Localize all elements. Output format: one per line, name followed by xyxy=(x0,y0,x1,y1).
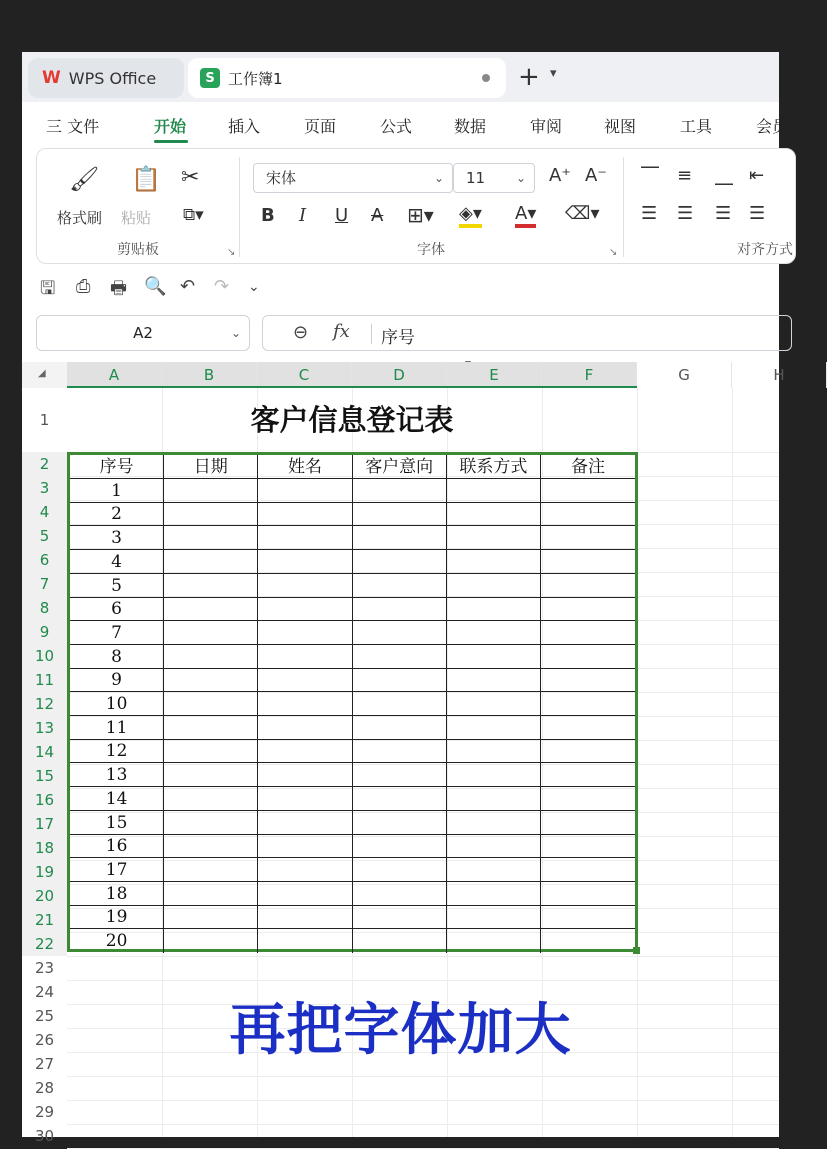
table-cell[interactable] xyxy=(447,502,541,526)
table-cell[interactable] xyxy=(541,763,635,787)
serial-cell[interactable]: 15 xyxy=(70,811,164,835)
formula-bar xyxy=(262,315,792,351)
table-cell[interactable] xyxy=(258,668,352,692)
table-cell[interactable] xyxy=(541,716,635,740)
table-cell[interactable] xyxy=(164,526,258,550)
table-cell[interactable] xyxy=(258,811,352,835)
table-cell[interactable] xyxy=(164,882,258,906)
serial-cell[interactable]: 6 xyxy=(70,597,164,621)
tab-bar xyxy=(22,52,779,102)
function-button[interactable]: fx xyxy=(333,321,350,342)
align-bottom-icon[interactable]: ⎽ xyxy=(715,165,733,186)
table-cell[interactable] xyxy=(164,597,258,621)
table-row xyxy=(70,716,635,740)
serial-cell[interactable]: 19 xyxy=(70,905,164,929)
table-cell[interactable] xyxy=(447,716,541,740)
table-cell[interactable] xyxy=(353,811,447,835)
justify-icon[interactable]: ☰ xyxy=(749,203,766,224)
serial-cell[interactable]: 7 xyxy=(70,621,164,645)
table-cell[interactable] xyxy=(447,597,541,621)
table-header-cell[interactable]: 联系方式 xyxy=(447,455,541,479)
row-header[interactable]: 13 xyxy=(22,716,67,740)
row-header[interactable]: 9 xyxy=(22,620,67,644)
table-row xyxy=(70,882,635,906)
table-cell[interactable] xyxy=(353,834,447,858)
ribbon xyxy=(36,148,796,264)
format-painter-icon[interactable]: 🖌 xyxy=(69,165,100,193)
serial-cell[interactable]: 18 xyxy=(70,882,164,906)
column-header-e[interactable]: E xyxy=(447,362,542,388)
table-cell[interactable] xyxy=(353,905,447,929)
row-header[interactable]: 26 xyxy=(34,1031,55,1049)
menu-member[interactable]: 会员 xyxy=(756,117,789,136)
serial-cell[interactable]: 17 xyxy=(70,858,164,882)
row-header[interactable]: 12 xyxy=(22,692,67,716)
ribbon-separator xyxy=(239,157,240,257)
row-header[interactable]: 16 xyxy=(22,788,67,812)
table-cell[interactable] xyxy=(258,550,352,574)
table-cell[interactable] xyxy=(164,716,258,740)
font-color-glyph: A xyxy=(515,203,528,224)
table-cell[interactable] xyxy=(541,574,635,598)
bold-button[interactable]: B xyxy=(261,205,275,226)
sheet-title-cell[interactable]: 客户信息登记表 xyxy=(250,403,454,437)
row-header[interactable]: 30 xyxy=(34,1127,55,1145)
spreadsheet-icon: S xyxy=(200,68,220,88)
table-cell[interactable] xyxy=(258,502,352,526)
table-cell[interactable] xyxy=(353,526,447,550)
workbook-tab-label: 工作簿1 xyxy=(228,69,283,88)
table-cell[interactable] xyxy=(258,479,352,503)
menu-page[interactable]: 页面 xyxy=(304,117,337,136)
table-cell[interactable] xyxy=(353,739,447,763)
row-header[interactable]: 24 xyxy=(34,983,55,1001)
ribbon-separator xyxy=(623,157,624,257)
serial-cell[interactable]: 8 xyxy=(70,645,164,669)
row-header[interactable]: 1 xyxy=(39,411,50,429)
table-cell[interactable] xyxy=(258,574,352,598)
table-cell[interactable] xyxy=(447,882,541,906)
paste-button[interactable]: 粘贴 xyxy=(121,209,152,227)
font-shrink-button[interactable]: A⁻ xyxy=(585,165,607,186)
table-cell[interactable] xyxy=(541,479,635,503)
table-row xyxy=(70,692,635,716)
row-header[interactable]: 23 xyxy=(34,959,55,977)
column-header-f[interactable]: F xyxy=(542,362,637,388)
table-header-cell[interactable]: 备注 xyxy=(541,455,635,479)
menu-review[interactable]: 审阅 xyxy=(530,117,563,136)
app-window xyxy=(22,52,793,1145)
table-cell[interactable] xyxy=(258,621,352,645)
table-cell[interactable] xyxy=(164,834,258,858)
table-cell[interactable] xyxy=(353,479,447,503)
menu-formula[interactable]: 公式 xyxy=(380,117,413,136)
clipboard-expand-icon[interactable]: ↘ xyxy=(227,247,236,258)
table-cell[interactable] xyxy=(541,526,635,550)
table-cell[interactable] xyxy=(258,929,352,953)
font-group-label: 字体 xyxy=(417,242,445,258)
table-cell[interactable] xyxy=(164,692,258,716)
font-size-value: 11 xyxy=(466,169,486,187)
table-cell[interactable] xyxy=(353,621,447,645)
table-cell[interactable] xyxy=(541,597,635,621)
row-header[interactable]: 19 xyxy=(22,860,67,884)
export-pdf-icon[interactable]: ⎙ xyxy=(76,276,91,297)
formula-divider xyxy=(371,324,372,344)
eraser-icon[interactable]: ⌫▾ xyxy=(565,203,600,224)
strikethrough-button[interactable]: A xyxy=(371,205,384,226)
table-row xyxy=(70,787,635,811)
table-cell[interactable] xyxy=(541,834,635,858)
cell-reference: A2 xyxy=(133,324,153,342)
table-cell[interactable] xyxy=(447,692,541,716)
table-cell[interactable] xyxy=(164,905,258,929)
unsaved-dot-icon[interactable] xyxy=(482,74,490,82)
row-header[interactable]: 3 xyxy=(22,476,67,500)
align-middle-icon[interactable]: ≡ xyxy=(677,165,693,186)
table-row xyxy=(70,929,635,953)
table-cell[interactable] xyxy=(258,787,352,811)
row-header[interactable]: 8 xyxy=(22,596,67,620)
serial-cell[interactable]: 9 xyxy=(70,668,164,692)
alignment-group-label: 对齐方式 xyxy=(737,242,793,258)
table-row xyxy=(70,645,635,669)
row-header[interactable]: 18 xyxy=(22,836,67,860)
table-cell[interactable] xyxy=(164,621,258,645)
corner-triangle-icon: ◢ xyxy=(38,368,46,379)
borders-icon[interactable]: ⊞▾ xyxy=(407,203,434,227)
table-cell[interactable] xyxy=(447,574,541,598)
serial-cell[interactable]: 16 xyxy=(70,834,164,858)
table-row xyxy=(70,668,635,692)
row-header[interactable]: 4 xyxy=(22,500,67,524)
customize-chevron-icon[interactable]: ⌄ xyxy=(248,279,260,295)
table-cell[interactable] xyxy=(447,763,541,787)
align-center-icon[interactable]: ☰ xyxy=(677,203,694,224)
menu-insert[interactable]: 插入 xyxy=(228,117,261,136)
wps-logo-icon: W xyxy=(42,68,61,88)
table-cell[interactable] xyxy=(164,787,258,811)
row-header[interactable]: 7 xyxy=(22,572,67,596)
table-cell[interactable] xyxy=(353,929,447,953)
table-row xyxy=(70,811,635,835)
italic-button[interactable]: I xyxy=(299,205,307,226)
table-cell[interactable] xyxy=(541,787,635,811)
align-right-icon[interactable]: ☰ xyxy=(715,203,732,224)
copy-icon[interactable]: ⧉▾ xyxy=(183,205,204,225)
table-row xyxy=(70,479,635,503)
table-cell[interactable] xyxy=(258,763,352,787)
font-grow-button[interactable]: A⁺ xyxy=(549,165,571,186)
row-header[interactable]: 28 xyxy=(34,1079,55,1097)
table-cell[interactable] xyxy=(447,905,541,929)
serial-cell[interactable]: 1 xyxy=(70,479,164,503)
table-row xyxy=(70,597,635,621)
table-cell[interactable] xyxy=(447,479,541,503)
redo-icon[interactable]: ↷ xyxy=(214,276,230,297)
table-cell[interactable] xyxy=(541,550,635,574)
serial-cell[interactable]: 4 xyxy=(70,550,164,574)
row-header[interactable]: 22 xyxy=(22,932,67,956)
table-row xyxy=(70,739,635,763)
table-row xyxy=(70,858,635,882)
table-cell[interactable] xyxy=(353,574,447,598)
font-name-value: 宋体 xyxy=(266,169,297,187)
table-cell[interactable] xyxy=(258,882,352,906)
row-header[interactable]: 10 xyxy=(22,644,67,668)
table-cell[interactable] xyxy=(541,858,635,882)
menu-file[interactable]: 三 文件 xyxy=(46,117,100,136)
table-cell[interactable] xyxy=(258,834,352,858)
paste-icon[interactable]: 📋 xyxy=(131,165,161,193)
table-cell[interactable] xyxy=(258,858,352,882)
table-cell[interactable] xyxy=(164,763,258,787)
table-cell[interactable] xyxy=(447,668,541,692)
table-cell[interactable] xyxy=(258,905,352,929)
format-painter-button[interactable]: 格式刷 xyxy=(57,209,103,227)
print-preview-icon[interactable]: 🔍 xyxy=(144,276,167,297)
table-cell[interactable] xyxy=(164,502,258,526)
undo-icon[interactable]: ↶ xyxy=(180,276,196,297)
chevron-down-icon: ⌄ xyxy=(230,326,241,340)
video-caption: 再把字体加大 xyxy=(229,998,572,1063)
row-header[interactable]: 20 xyxy=(22,884,67,908)
table-row xyxy=(70,763,635,787)
column-header-a[interactable]: A xyxy=(67,362,162,388)
table-cell[interactable] xyxy=(541,905,635,929)
table-header-cell[interactable]: 客户意向 xyxy=(353,455,447,479)
serial-cell[interactable]: 3 xyxy=(70,526,164,550)
underline-button[interactable]: U xyxy=(335,205,349,226)
fill-handle[interactable] xyxy=(633,947,640,954)
table-cell[interactable] xyxy=(164,929,258,953)
table-cell[interactable] xyxy=(258,597,352,621)
gridline xyxy=(67,1076,779,1077)
table-cell[interactable] xyxy=(353,668,447,692)
fill-color-icon[interactable]: ◈▾ xyxy=(459,203,482,228)
table-cell[interactable] xyxy=(541,645,635,669)
table-cell[interactable] xyxy=(541,739,635,763)
menu-tools[interactable]: 工具 xyxy=(680,117,713,136)
row-header[interactable]: 29 xyxy=(34,1103,55,1121)
serial-cell[interactable]: 20 xyxy=(70,929,164,953)
table-row xyxy=(70,526,635,550)
scissors-icon[interactable]: ✂ xyxy=(181,165,200,190)
table-cell[interactable] xyxy=(541,502,635,526)
table-header-cell[interactable]: 日期 xyxy=(164,455,258,479)
table-row xyxy=(70,502,635,526)
table-cell[interactable] xyxy=(164,739,258,763)
font-size-select[interactable] xyxy=(453,163,535,193)
table-cell[interactable] xyxy=(258,645,352,669)
table-cell[interactable] xyxy=(541,621,635,645)
table-cell[interactable] xyxy=(447,858,541,882)
column-header-bar xyxy=(22,362,785,388)
indent-decrease-icon[interactable]: ⇤ xyxy=(749,165,765,186)
table-cell[interactable] xyxy=(447,787,541,811)
row-header[interactable]: 11 xyxy=(22,668,67,692)
table-cell[interactable] xyxy=(164,645,258,669)
table-cell[interactable] xyxy=(541,882,635,906)
table-cell[interactable] xyxy=(258,526,352,550)
row-header[interactable]: 25 xyxy=(34,1007,55,1025)
column-header-h[interactable]: H xyxy=(732,362,827,388)
table-cell[interactable] xyxy=(353,550,447,574)
serial-cell[interactable]: 2 xyxy=(70,502,164,526)
table-cell[interactable] xyxy=(541,929,635,953)
table-cell[interactable] xyxy=(164,550,258,574)
table-header-row xyxy=(70,455,635,479)
gridline xyxy=(67,980,779,981)
table-row xyxy=(70,574,635,598)
name-box[interactable] xyxy=(36,315,250,351)
table-cell[interactable] xyxy=(164,858,258,882)
quick-access-toolbar xyxy=(22,270,779,304)
table-cell[interactable] xyxy=(353,502,447,526)
table-cell[interactable] xyxy=(353,597,447,621)
table-cell[interactable] xyxy=(353,716,447,740)
table-row xyxy=(70,621,635,645)
table-header-cell[interactable]: 姓名 xyxy=(258,455,352,479)
gridline xyxy=(67,1100,779,1101)
row-header[interactable]: 5 xyxy=(22,524,67,548)
serial-cell[interactable]: 11 xyxy=(70,716,164,740)
menu-view[interactable]: 视图 xyxy=(604,117,637,136)
table-cell[interactable] xyxy=(447,929,541,953)
column-header-g[interactable]: G xyxy=(637,362,732,388)
chevron-down-icon: ⌄ xyxy=(433,171,444,185)
serial-cell[interactable]: 12 xyxy=(70,739,164,763)
menu-data[interactable]: 数据 xyxy=(454,117,487,136)
row-header[interactable]: 6 xyxy=(22,548,67,572)
gridline xyxy=(67,1124,779,1125)
new-tab-chevron-icon[interactable]: ▾ xyxy=(550,66,557,81)
table-cell[interactable] xyxy=(353,787,447,811)
wps-tab-label: WPS Office xyxy=(68,68,157,88)
row-header[interactable]: 14 xyxy=(22,740,67,764)
table-cell[interactable] xyxy=(353,692,447,716)
serial-cell[interactable]: 14 xyxy=(70,787,164,811)
save-icon[interactable]: 🖫 xyxy=(40,278,56,299)
table-cell[interactable] xyxy=(258,692,352,716)
align-left-icon[interactable]: ☰ xyxy=(641,203,658,224)
column-header-b[interactable]: B xyxy=(162,362,257,388)
print-icon[interactable]: 🖶 xyxy=(110,278,127,299)
table-cell[interactable] xyxy=(541,668,635,692)
table-cell[interactable] xyxy=(164,479,258,503)
chevron-down-icon: ⌄ xyxy=(515,171,526,185)
row-header[interactable]: 21 xyxy=(22,908,67,932)
table-row xyxy=(70,905,635,929)
table-cell[interactable] xyxy=(447,526,541,550)
table-row xyxy=(70,834,635,858)
font-expand-icon[interactable]: ↘ xyxy=(609,247,618,258)
align-top-icon[interactable]: ⎺ xyxy=(641,165,659,186)
table-cell[interactable] xyxy=(541,692,635,716)
menu-bar xyxy=(22,102,789,146)
data-table xyxy=(67,452,638,952)
table-cell[interactable] xyxy=(447,621,541,645)
serial-cell[interactable]: 13 xyxy=(70,763,164,787)
row-header[interactable]: 2 xyxy=(22,452,67,476)
clipboard-group-label: 剪贴板 xyxy=(117,242,159,258)
formula-input[interactable]: 序号 xyxy=(381,328,415,348)
table-header-cell[interactable]: 序号 xyxy=(70,455,164,479)
table-cell[interactable] xyxy=(447,550,541,574)
serial-cell[interactable]: 5 xyxy=(70,574,164,598)
serial-cell[interactable]: 10 xyxy=(70,692,164,716)
table-cell[interactable] xyxy=(258,739,352,763)
new-tab-button[interactable]: + xyxy=(518,62,540,92)
table-cell[interactable] xyxy=(447,739,541,763)
table-cell[interactable] xyxy=(447,645,541,669)
table-cell[interactable] xyxy=(258,716,352,740)
table-cell[interactable] xyxy=(164,574,258,598)
active-menu-indicator xyxy=(154,140,188,143)
menu-home[interactable]: 开始 xyxy=(154,117,187,136)
table-cell[interactable] xyxy=(353,645,447,669)
font-name-select[interactable] xyxy=(253,163,453,193)
table-cell[interactable] xyxy=(447,834,541,858)
table-cell[interactable] xyxy=(353,858,447,882)
tab-workbook[interactable] xyxy=(188,58,506,98)
row-header[interactable]: 17 xyxy=(22,812,67,836)
table-row xyxy=(70,550,635,574)
row-header[interactable]: 15 xyxy=(22,764,67,788)
table-cell[interactable] xyxy=(353,882,447,906)
tab-wps-home[interactable] xyxy=(28,58,184,98)
font-color-button[interactable]: A▾ xyxy=(515,203,536,228)
select-all-corner[interactable] xyxy=(22,362,67,388)
table-cell[interactable] xyxy=(164,811,258,835)
row-header[interactable]: 27 xyxy=(34,1055,55,1073)
table-cell[interactable] xyxy=(164,668,258,692)
table-cell[interactable] xyxy=(447,811,541,835)
column-header-c[interactable]: C xyxy=(257,362,352,388)
table-cell[interactable] xyxy=(541,811,635,835)
gridline xyxy=(67,956,779,957)
table-cell[interactable] xyxy=(353,763,447,787)
zoom-icon[interactable]: ⊖ xyxy=(293,322,309,343)
column-header-d[interactable]: D xyxy=(352,362,447,388)
